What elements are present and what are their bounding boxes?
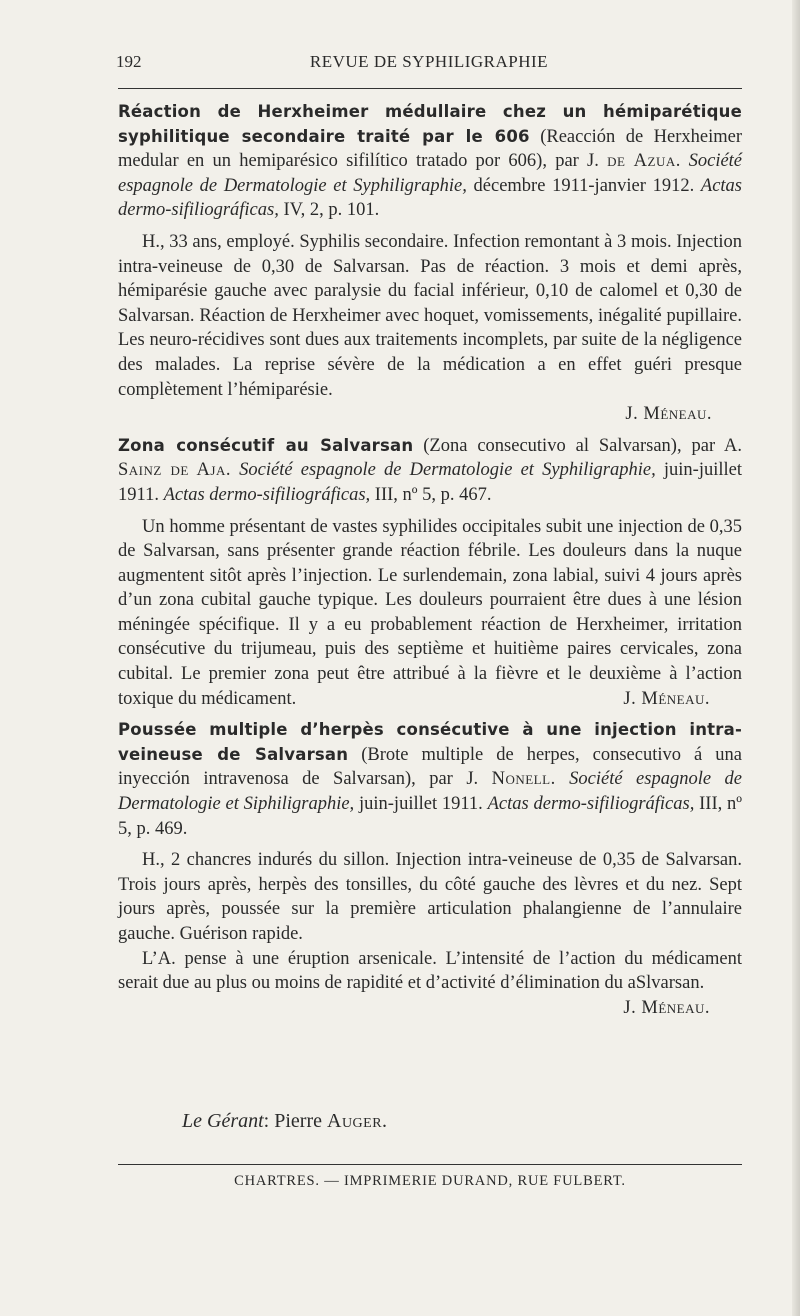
page-number: 192 — [116, 52, 142, 71]
article-3-signature: J. Méneau. — [623, 997, 710, 1018]
article-3-society: Société espagnole de Dermatologie et Siphiligraphie, — [118, 769, 742, 815]
article-3-date: juin-juillet 1911. — [358, 794, 483, 815]
article-2-author: Sainz de Aja. — [118, 460, 231, 481]
article-1-author: Azua — [633, 151, 676, 172]
header-rule — [118, 88, 742, 89]
gerant-label: Le Gérant — [182, 1110, 264, 1132]
article-2-heading — [118, 434, 742, 508]
article-3-body-2-text: L’A. pense à une éruption arsenicale. L’intensité de l’action du médicament serait due au plus ou moins de rapidité et d’activité d’élimination du aSlvarsan. — [118, 948, 742, 994]
journal-title: REVUE DE SYPHILIGRAPHIE — [309, 52, 549, 71]
article-2-title: Zona consécutif au Salvarsan — [118, 435, 414, 455]
page-edge — [792, 0, 800, 1316]
gerant-name-last: Auger. — [327, 1110, 388, 1132]
article-1-author-prefix: de — [607, 151, 626, 172]
article-3-title: Poussée multiple d’herpès consécutive à une injection intra-veineuse de Salvarsan — [118, 720, 742, 764]
printer-imprint: CHARTRES. — IMPRIMERIE DURAND, RUE FULBERT. — [234, 1173, 626, 1189]
article-3-ref: III, nº 5, p. 469. — [118, 794, 743, 839]
page-body — [118, 100, 742, 1020]
article-2-body-text: Un homme présentant de vastes syphilides occipitales subit une injection de 0,35 de Salvarsan, sans présenter grande réaction fébrile. Les douleurs dans la nuque augmentent sitôt après l’injection. Le surlendemain, zona labial, suivi 4 jours après d’un zona cubital gauche typique. Les douleurs pourraient être dues à une lésion méningée spécifique. Il y a eu probablement réaction de Herxheimer, irritation consécutive du trijumeau, puis des septième et huitième paires cervicales, zona cubital. Le premier zona peut être attribué à la fièvre et le deuxième à l’action toxique du médicament. — [118, 516, 742, 709]
article-2-body — [118, 515, 742, 712]
article-1-body: H., 33 ans, employé. Syphilis secondaire. Infection remontant à 3 mois. Injection intra-veineuse de 0,30 de Salvarsan. Pas de réaction. 3 mois et demi après, hémiparésie gauche avec paralysie du facial inférieur, 0,10 de calomel et 0,30 de Salvarsan. Réaction de Herxheimer avec hoquet, vomissements, inégalité pupillaire. Les neuro-récidives sont dues aux traitements incomplets, par suite de la négligence des malades. La reprise sévère de la médication a en effet guéri presque complètement l’hémiparésie. — [118, 231, 742, 400]
article-1-journal: Actas dermo-sifiliográficas, — [118, 175, 742, 221]
article-3-body-1: H., 2 chancres indurés du sillon. Injection intra-veineuse de 0,35 de Salvarsan. Trois jours après, herpès des tonsilles, du côté gauche des lèvres et du nez. Sept jours après, poussée sur la première articulation phalangienne de l’annulaire gauche. Guérison rapide. — [118, 850, 742, 944]
article-1-title: Réaction de Herxheimer médullaire chez un hémiparétique syphilitique secondaire traité par le 606 — [118, 102, 742, 146]
article-2-ref: III, nº 5, p. 467. — [374, 484, 492, 505]
article-3-body-2 — [118, 947, 742, 1018]
article-2-date: juin-juillet 1911. — [118, 460, 743, 505]
article-2-society: Société espagnole de Dermatologie et Syphiligraphie, — [239, 460, 656, 481]
article-1-signature: J. Méneau. — [625, 404, 712, 425]
article-3-journal: Actas dermo-sifiliográficas, — [487, 794, 695, 815]
article-3-author: Nonell. — [491, 769, 556, 790]
article-1-date: décembre 1911-janvier 1912. — [473, 175, 695, 196]
article-1-heading: Réaction de Herxheimer médullaire chez un hémiparétique syphilitique secondaire traité par le 606 (Reacción de Herxheimer medular en un hemiparésico sifilítico tratado por 606), par J. de Azua. Société espagnole de Dermatologie et Syphiligraphie, décembre 1911-janvier 1912. Actas dermo-sifiliográficas, IV, 2, p. 101. — [118, 102, 743, 221]
gerant-colon: : — [263, 1110, 270, 1132]
article-2-journal: Actas dermo-sifiliográficas, — [163, 484, 371, 505]
article-3-translation: (Brote multiple de herpes, consecutivo á una inyección intravenosa de Salvarsan), par J. — [118, 744, 742, 790]
article-1-society: Société espagnole de Dermatologie et Syphiligraphie, — [118, 151, 743, 196]
article-3-heading — [118, 718, 742, 841]
article-1-ref: IV, 2, p. 101. — [283, 200, 380, 221]
article-2-signature: J. Méneau. — [623, 688, 710, 709]
article-2-translation: (Zona consecutivo al Salvarsan), par A. — [423, 435, 743, 456]
gerant-line — [182, 1110, 388, 1133]
running-header — [116, 52, 742, 80]
footer-rule — [118, 1164, 742, 1165]
article-1-translation: (Reacción de Herxheimer medular en un hemiparésico sifilítico tratado por 606), par J. — [118, 126, 742, 172]
gerant-name-first: Pierre — [274, 1110, 322, 1132]
